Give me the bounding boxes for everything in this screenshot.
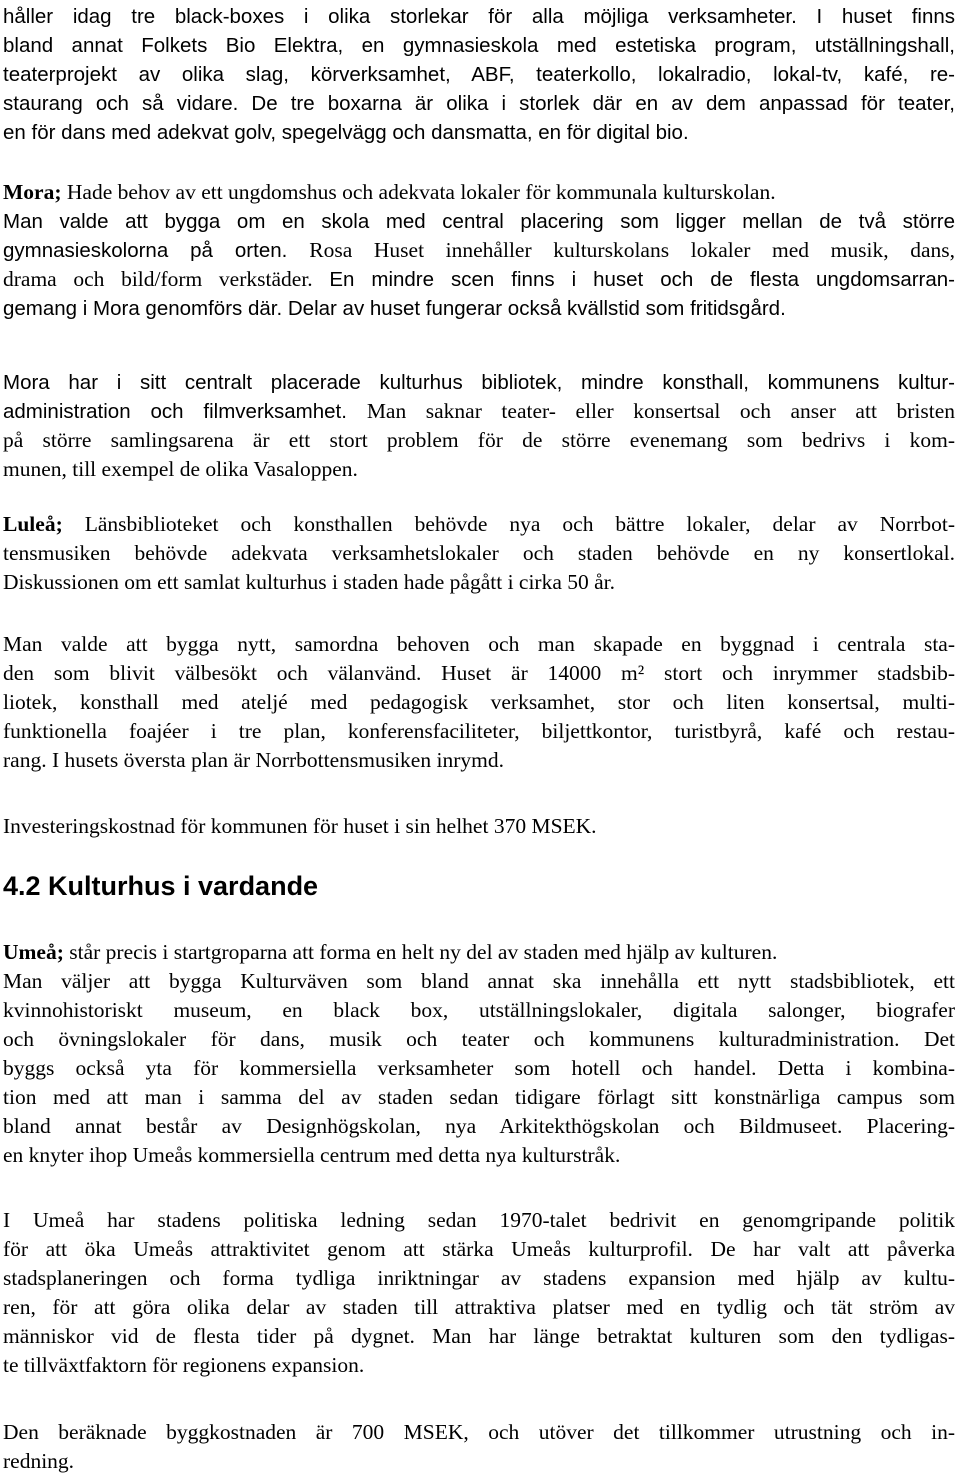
paragraph-lulea-investment [3, 812, 955, 841]
text-segment: En mindre scen finns i huset och de flesta ungdomsarran- [329, 268, 955, 291]
text-line: teaterprojekt av olika slag, körverksamhet, ABF, teaterkollo, lokalradio, lokal-tv, kafé, re- [3, 63, 955, 86]
city-lead-mora: Mora; [3, 180, 62, 204]
text-line [3, 178, 955, 207]
text-line: byggs också yta för kommersiella verksamheter som hotell och handel. Detta i kombina- [3, 1056, 955, 1080]
text-segment: Delar av huset fungerar också kvällstid som fritidsgård. [287, 297, 786, 320]
text-segment: står precis i startgroparna att forma en helt ny del av staden med hjälp av kulturen. [63, 940, 778, 964]
paragraph-umea-politik [3, 1206, 955, 1380]
paragraph-mora-rosa-huset [3, 178, 955, 323]
text-line: den som blivit välbesökt och välanvänd. Huset är 14000 m² stort och inrymmer stadsbib- [3, 661, 955, 685]
text-line: liotek, konsthall med ateljé med pedagogisk verksamhet, stor och liten konsertsal, multi- [3, 690, 955, 714]
text-segment: Länsbiblioteket och konsthallen behövde nya och bättre lokaler, delar av Norrbot- [62, 512, 955, 536]
text-line: Man valde att bygga nytt, samordna behoven och man skapade en byggnad i centrala sta- [3, 632, 955, 656]
text-line: Diskussionen om ett samlat kulturhus i staden hade pågått i cirka 50 år. [3, 570, 616, 594]
text-line: på större samlingsarena är ett stort problem för de större evenemang som bedrivs i kom- [3, 428, 955, 452]
text-line [3, 236, 955, 265]
text-line: en för dans med adekvat golv, spegelvägg och dansmatta, en för digital bio. [3, 121, 689, 144]
text-line: Man väljer att bygga Kulturväven som bland annat ska innehålla ett nytt stadsbibliotek, ett [3, 969, 955, 993]
text-line: Mora har i sitt centralt placerade kulturhus bibliotek, mindre konsthall, kommunens kultur- [3, 371, 955, 394]
paragraph-mora-kulturhus [3, 368, 955, 484]
city-lead-lulea: Luleå; [3, 512, 63, 536]
text-segment: Rosa Huset innehåller kulturskolans lokaler med musik, dans, [309, 238, 955, 262]
text-line: för att öka Umeås attraktivitet genom att stärka Umeås kulturprofil. De har valt att påverka [3, 1237, 955, 1261]
text-line: rang. I husets översta plan är Norrbottensmusiken inrymd. [3, 748, 504, 772]
text-line: Investeringskostnad för kommunen för huset i sin helhet 370 MSEK. [3, 814, 597, 838]
text-line: redning. [3, 1449, 75, 1473]
text-segment: Hade behov av ett ungdomshus och adekvata lokaler för kommunala kulturskolan. [61, 180, 776, 204]
text-line: människor vid de flesta tider på dygnet. Man har länge betraktat kulturen som den tydligas- [3, 1324, 955, 1348]
text-line: Den beräknade byggkostnaden är 700 MSEK, och utöver det tillkommer utrustning och in- [3, 1420, 955, 1444]
paragraph-lulea-kulturens-hus [3, 630, 955, 775]
text-line [3, 294, 955, 323]
text-segment: Man saknar teater- eller konsertsal och anser att bristen [366, 399, 955, 423]
text-segment: gemang i Mora genomförs där. [3, 297, 288, 320]
text-line: tion med att man i samma del av staden sedan tidigare förlagt sitt konstnärliga campus som [3, 1085, 955, 1109]
text-line: en knyter ihop Umeås kommersiella centrum med detta nya kulturstråk. [3, 1143, 621, 1167]
text-line: staurang och så vidare. De tre boxarna är olika i storlek där en av dem anpassad för teater, [3, 92, 955, 115]
paragraph-umea-byggkostnad [3, 1418, 955, 1476]
text-segment: gymnasieskolorna på orten. [3, 239, 310, 262]
text-line [3, 265, 955, 294]
paragraph-lulea-background [3, 510, 955, 597]
text-line: och övningslokaler för dans, musik och teater och kommunens kulturadministration. Det [3, 1027, 955, 1051]
text-line: funktionella foajéer i tre plan, konferensfaciliteter, biljettkontor, turistbyrå, kafé och restau- [3, 719, 955, 743]
city-lead-umea: Umeå; [3, 940, 64, 964]
paragraph-umea-folkets-hus-continued [3, 2, 955, 147]
text-line [3, 397, 955, 426]
text-segment: drama och bild/form verkstäder. [3, 267, 330, 291]
text-line: bland annat Folkets Bio Elektra, en gymnasieskola med estetiska program, utställningshall, [3, 34, 955, 57]
text-line [3, 510, 955, 539]
text-line: bland annat består av Designhögskolan, nya Arkitekthögskolan och Bildmuseet. Placering- [3, 1114, 955, 1138]
text-line: munen, till exempel de olika Vasaloppen. [3, 457, 358, 481]
text-line [3, 938, 955, 967]
text-line: håller idag tre black-boxes i olika storlekar för alla möjliga verksamheter. I huset finns [3, 5, 955, 28]
text-line: tensmusiken behövde adekvata verksamhetslokaler och staden behövde en ny konsertlokal. [3, 541, 955, 565]
text-line: kvinnohistoriskt museum, en black box, utställningslokaler, digitala salonger, biografer [3, 998, 955, 1022]
text-line: te tillväxtfaktorn för regionens expansion. [3, 1353, 365, 1377]
text-line: stadsplaneringen och forma tydliga inriktningar av stadens expansion med hjälp av kultu- [3, 1266, 955, 1290]
section-heading: 4.2 Kulturhus i vardande [3, 871, 319, 901]
text-line: I Umeå har stadens politiska ledning sedan 1970-talet bedrivit en genomgripande politik [3, 1208, 955, 1232]
text-segment: administration och filmverksamhet. [3, 400, 367, 423]
text-line: Man valde att bygga om en skola med central placering som ligger mellan de två större [3, 210, 955, 233]
text-line: ren, för att göra olika delar av staden till attraktiva platser med en tydlig och tät ström av [3, 1295, 955, 1319]
paragraph-umea-kulturvaven [3, 938, 955, 1170]
